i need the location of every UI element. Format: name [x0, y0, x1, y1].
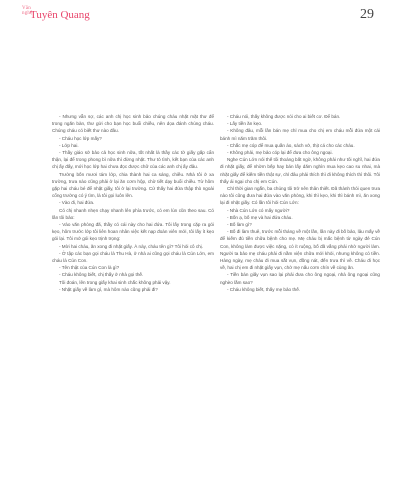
paragraph: Trường bốn mươi tám lớp, chia thành hai ca sáng, chiều. Nhà tôi ở xa trường, trưa nào cũng phải ở lại ăn cơm hộp, chờ tiết dạy buổi chiều. Từ hôm gặp hai cháu bé để nhặt giấy, tôi ở lại trường. Cứ thấy hai đứa thập thò ngoài cổng trường có ý tìm, là tôi gọi luôn lên. — [52, 171, 214, 199]
paragraph: Tôi đoán, lên trong giấy khai sinh chắc không phải vậy. — [59, 279, 171, 285]
paragraph: - Vào văn phòng đã, thầy có cái này cho hai đứa. Tôi lấy trong cặp ra gói kẹo, hôm trước lớp tôi liên hoan nhân việc kết nạp đoàn viên mới, tôi lấy ít kẹo gói lại. Tôi mở gói kẹo trịnh trọng: — [52, 222, 214, 242]
paragraph: Nghe Cún Lớn nói thế tôi thoáng bất ngờ, không phải như tôi nghĩ, hai đứa đi nhặt giấy, để nhờm bếp hay bán lấy dăm nghìn mua kẹo cao su nhai, mà nhặt giấy để kiếm tiền thật sự, chỉ đâu phải thích thì đi không thích thì thôi. Tôi thấy ái ngại cho chị em Cún. — [220, 157, 380, 184]
paragraph: - Tiền bán giấy vụn sao lại phải đưa cho ông ngoại, nhà ông ngoại cũng nghèo lắm sao? — [220, 272, 380, 285]
paragraph: - Vào đi, hai đứa. — [59, 200, 95, 206]
magazine-logo-title: Tuyên Quang — [30, 9, 90, 21]
left-text-column — [52, 113, 214, 293]
paragraph: - Lấy tiền ăn kẹo. — [227, 121, 263, 127]
paragraph: - Mời hai cháu, ăn xong đi nhặt giấy. À này, cháu tên gì? Tôi hỏi cô chị. — [59, 243, 203, 249]
paragraph: - Nhưng vẫn sợ, các anh chị học sinh bảo chúng cháu nhặt mặt thư để trong ngăn bàn, thư gửi cho bạn học buổi chiều, nên dọa đánh chúng cháu. Chúng cháu có biết thư nào đâu. — [52, 114, 214, 134]
paragraph: - Lớp hai. — [59, 142, 79, 148]
paragraph: Có chị nhanh nhẹn chạy nhanh lên phía trước, có em lùn cũn theo sau. Có lần tôi bảo: — [52, 207, 214, 220]
right-text-column — [220, 113, 380, 293]
paragraph: - Nhà Cún Lớn có mấy người? — [227, 207, 290, 213]
paragraph: - Bốn ạ, bố mẹ và hai đứa cháu. — [227, 214, 293, 220]
paragraph: - Chắc mẹ cóp để mua quần áo, sách vở, thịt cá cho các cháu. — [227, 142, 355, 148]
paragraph: - Ở tập các bạn gọi cháu là Thu Hà, ở nhà ai cũng gọi cháu là Cún Lớn, em cháu là Cún Con. — [52, 250, 214, 264]
paragraph: - Không đâu, mỗi lần bán mẹ chỉ mua cho chị em cháu mỗi đứa một cái bánh mì năm trăm thôi. — [220, 128, 380, 141]
paragraph: - Tên thật của Cún Con là gì? — [59, 265, 120, 271]
paragraph: - Thầy giáo sở bảo cả học sinh nữa, tốt nhất là thầy các tờ giấy gấp cẩn thận, lại để trong phong bì nữa thì đừng nhặt. Thư tỏ tình, kết bạn của các anh chị ấy đấy, mới học lớp hai chưa đọc được chữ của các anh chị ấy đâu. — [52, 150, 214, 170]
paragraph: - Cháu học lớp mấy? — [59, 135, 102, 141]
paragraph: - Cháu không biết, chị thấy ở nhà gọi thế. — [59, 272, 144, 278]
page-header — [0, 0, 402, 40]
paragraph: - Bố làm gì? — [227, 222, 252, 228]
paragraph: Chỉ thời gian ngắn, ba chúng tôi trở nên thân thiết. Đã thành thói quen trưa nào tôi cũng đưa hai đứa vào văn phòng, khi thì kẹo, khi thì bánh mì, ăn xong lại đi nhặt giấy. Có lần tôi hỏi Cún Lớn: — [220, 186, 380, 206]
paragraph: - Cháu nói, thấy không được nói cho ai biết cơ. Để bán. — [227, 114, 341, 119]
paragraph: - Không phải, mẹ bảo cóp lại để đưa cho ông ngoại. — [227, 150, 333, 156]
paragraph: - Bố đi làm thuê, trước mỗi tháng về một lần, lần này đi bố bảo, lâu mấy về để kiếm đủ tiền chữa bệnh cho mẹ. Mẹ cháu bị mắc bệnh từ ngày đẻ Cún Con, không làm được việc nặng, có ít ruộng, bố đã vắng phải nhờ người làm. Người ta bảo mẹ cháu phải đi nằm viện chữa mới khỏi, nhưng không có tiền. Hàng ngày, mẹ cháu đi mua sắt vụn, đồng nát, đến trưa thì về. Cháu đi học về, hai chị em đi nhặt giấy vụn, chờ mẹ nấu cơm chín về cùng ăn. — [220, 229, 380, 271]
paragraph: - Cháu không biết, thấy mẹ bảo thế. — [227, 286, 301, 292]
paragraph: - Nhặt giấy về làm gì, mà hôm nào cũng phải đi? — [59, 286, 158, 292]
magazine-logo-small: Văn nghệ — [22, 6, 33, 16]
page-number: 29 — [360, 7, 374, 22]
